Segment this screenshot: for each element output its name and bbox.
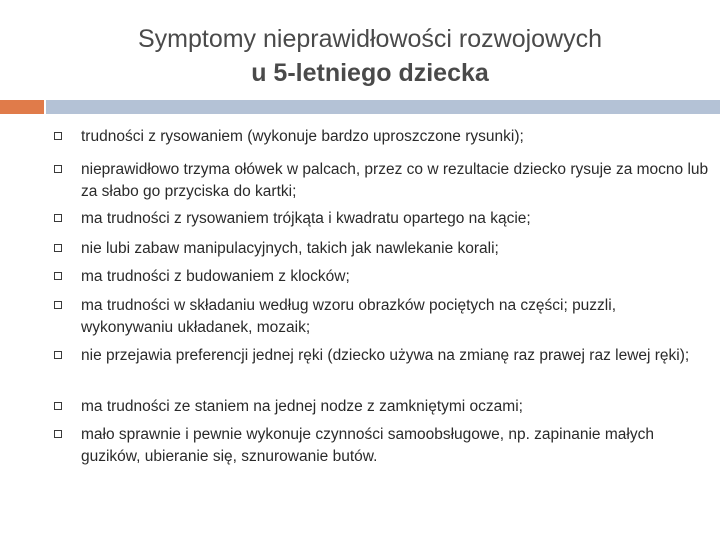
list-item-text: ma trudności z budowaniem z klocków; [81, 268, 350, 285]
list-item-text: nie lubi zabaw manipulacyjnych, takich jak nawlekanie korali; [81, 240, 499, 257]
list-item-text: trudności z rysowaniem (wykonuje bardzo uproszczone rysunki); [81, 128, 524, 145]
list-item-text: nie przejawia preferencji jednej ręki (dziecko używa na zmianę raz prawej raz lewej ręki); [81, 347, 690, 364]
slide-title-line-1: Symptomy nieprawidłowości rozwojowych [137, 25, 603, 53]
list-item-text: ma trudności z rysowaniem trójkąta i kwadratu opartego na kącie; [81, 210, 531, 227]
list-item-text: ma trudności w składaniu według wzoru obrazków pociętych na części; puzzli, wykonywaniu układanek, mozaik; [81, 297, 616, 336]
list-item-text: ma trudności ze staniem na jednej nodze z zamkniętymi oczami; [81, 398, 523, 415]
square-outline-icon [54, 301, 62, 309]
square-outline-icon [54, 402, 62, 410]
list-item-text: mało sprawnie i pewnie wykonuje czynności samoobsługowe, np. zapinanie małych guzików, ubieranie się, sznurowanie butów. [81, 426, 654, 465]
square-outline-icon [54, 165, 62, 173]
slide-title-line-2: u 5-letniego dziecka [251, 59, 489, 87]
square-outline-icon [54, 351, 62, 359]
square-outline-icon [54, 132, 62, 140]
list-item-text: nieprawidłowo trzyma ołówek w palcach, przez co w rezultacie dziecko rysuje za mocno lub za słabo go przyciska do kartki; [81, 161, 709, 200]
square-outline-icon [54, 214, 62, 222]
square-outline-icon [54, 244, 62, 252]
square-outline-icon [54, 430, 62, 438]
square-outline-icon [54, 272, 62, 280]
